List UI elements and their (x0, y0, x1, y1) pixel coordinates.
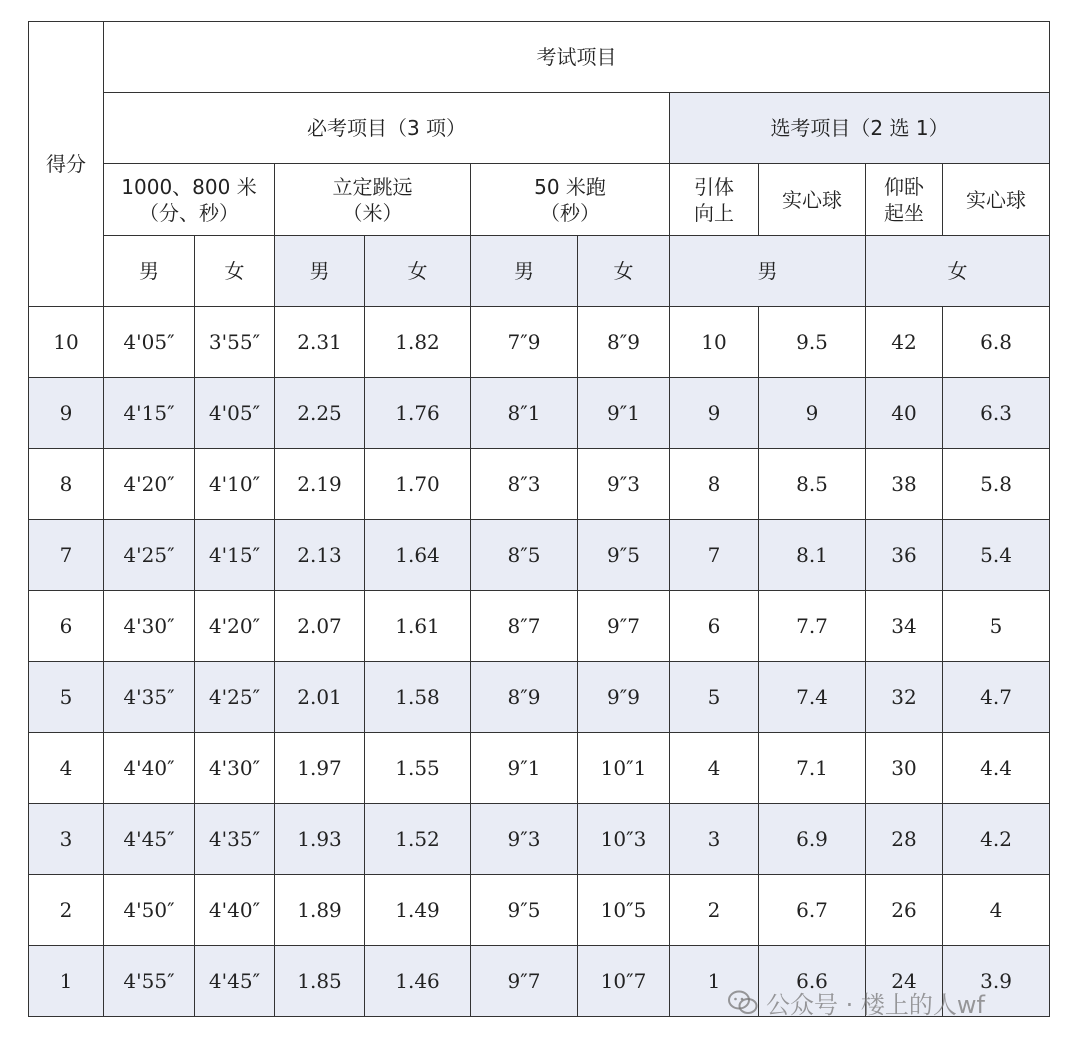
cell-score: 4 (29, 733, 104, 804)
cell-run-f: 4'05″ (195, 378, 275, 449)
gender-male: 男 (471, 236, 578, 307)
cell-ball-m: 6.6 (759, 946, 866, 1017)
gender-male: 男 (275, 236, 365, 307)
cell-ball-f: 5.4 (943, 520, 1050, 591)
col-run-line1: 1000、800 米 (121, 174, 257, 199)
score-table-container (28, 21, 1049, 1017)
cell-jump-m: 2.07 (275, 591, 365, 662)
col-ball-male-header: 实心球 (759, 164, 866, 236)
cell-jump-f: 1.70 (365, 449, 471, 520)
table-row (29, 946, 1050, 1017)
table-row (29, 307, 1050, 378)
cell-ball-m: 6.9 (759, 804, 866, 875)
cell-jump-m: 1.89 (275, 875, 365, 946)
table-row (29, 520, 1050, 591)
cell-situp-f: 36 (866, 520, 943, 591)
cell-sprint-m: 9″5 (471, 875, 578, 946)
cell-jump-f: 1.49 (365, 875, 471, 946)
col-situp-header (866, 164, 943, 236)
col-sprint-header (471, 164, 670, 236)
cell-ball-f: 6.3 (943, 378, 1050, 449)
cell-ball-m: 8.5 (759, 449, 866, 520)
cell-ball-m: 7.7 (759, 591, 866, 662)
cell-run-f: 4'10″ (195, 449, 275, 520)
table-body (29, 22, 1050, 1017)
cell-jump-f: 1.55 (365, 733, 471, 804)
cell-run-f: 4'35″ (195, 804, 275, 875)
header-row-items (29, 164, 1050, 236)
cell-situp-f: 28 (866, 804, 943, 875)
cell-pullup-m: 5 (670, 662, 759, 733)
cell-pullup-m: 4 (670, 733, 759, 804)
table-row (29, 875, 1050, 946)
cell-run-f: 4'15″ (195, 520, 275, 591)
required-group-header: 必考项目（3 项） (104, 93, 670, 164)
table-row (29, 591, 1050, 662)
cell-jump-f: 1.64 (365, 520, 471, 591)
cell-score: 6 (29, 591, 104, 662)
cell-pullup-m: 9 (670, 378, 759, 449)
gender-female: 女 (365, 236, 471, 307)
cell-ball-f: 4.2 (943, 804, 1050, 875)
cell-situp-f: 24 (866, 946, 943, 1017)
col-ball-female-header: 实心球 (943, 164, 1050, 236)
cell-run-m: 4'20″ (104, 449, 195, 520)
cell-jump-f: 1.52 (365, 804, 471, 875)
cell-pullup-m: 8 (670, 449, 759, 520)
cell-situp-f: 32 (866, 662, 943, 733)
col-situp-line1: 仰卧 (884, 174, 924, 199)
header-row-exam (29, 22, 1050, 93)
col-run-line2: （分、秒） (139, 200, 239, 225)
cell-run-f: 4'20″ (195, 591, 275, 662)
cell-sprint-m: 9″1 (471, 733, 578, 804)
cell-run-f: 4'45″ (195, 946, 275, 1017)
cell-run-f: 4'40″ (195, 875, 275, 946)
cell-pullup-m: 7 (670, 520, 759, 591)
cell-sprint-m: 9″7 (471, 946, 578, 1017)
cell-ball-f: 4 (943, 875, 1050, 946)
cell-situp-f: 34 (866, 591, 943, 662)
cell-sprint-f: 9″7 (578, 591, 670, 662)
col-situp-line2: 起坐 (884, 200, 924, 225)
cell-sprint-m: 9″3 (471, 804, 578, 875)
cell-run-f: 4'25″ (195, 662, 275, 733)
cell-sprint-m: 8″3 (471, 449, 578, 520)
cell-pullup-m: 6 (670, 591, 759, 662)
cell-score: 2 (29, 875, 104, 946)
table-row (29, 804, 1050, 875)
col-run-header (104, 164, 275, 236)
optional-group-header: 选考项目（2 选 1） (670, 93, 1050, 164)
cell-score: 9 (29, 378, 104, 449)
cell-score: 5 (29, 662, 104, 733)
cell-run-m: 4'50″ (104, 875, 195, 946)
cell-sprint-f: 9″1 (578, 378, 670, 449)
cell-jump-m: 2.31 (275, 307, 365, 378)
table-row (29, 378, 1050, 449)
cell-jump-f: 1.58 (365, 662, 471, 733)
watermark-text: 公众号 · 楼上的人wf (766, 991, 985, 1019)
cell-ball-f: 3.9 (943, 946, 1050, 1017)
cell-jump-m: 1.85 (275, 946, 365, 1017)
cell-ball-m: 7.4 (759, 662, 866, 733)
cell-ball-f: 4.4 (943, 733, 1050, 804)
score-table (28, 21, 1050, 1017)
cell-ball-m: 8.1 (759, 520, 866, 591)
header-row-groups (29, 93, 1050, 164)
gender-female: 女 (578, 236, 670, 307)
cell-sprint-f: 8″9 (578, 307, 670, 378)
cell-jump-m: 2.01 (275, 662, 365, 733)
cell-score: 3 (29, 804, 104, 875)
col-jump-line2: （米） (342, 200, 403, 225)
cell-sprint-m: 8″1 (471, 378, 578, 449)
cell-situp-f: 30 (866, 733, 943, 804)
cell-jump-f: 1.82 (365, 307, 471, 378)
col-pullup-line2: 向上 (694, 200, 734, 225)
cell-run-m: 4'15″ (104, 378, 195, 449)
cell-jump-m: 1.93 (275, 804, 365, 875)
col-jump-header (275, 164, 471, 236)
cell-sprint-f: 10″3 (578, 804, 670, 875)
cell-score: 10 (29, 307, 104, 378)
cell-sprint-f: 9″9 (578, 662, 670, 733)
cell-sprint-m: 7″9 (471, 307, 578, 378)
cell-ball-f: 5 (943, 591, 1050, 662)
cell-sprint-m: 8″7 (471, 591, 578, 662)
cell-sprint-f: 10″1 (578, 733, 670, 804)
gender-female-optional: 女 (866, 236, 1050, 307)
table-row (29, 662, 1050, 733)
col-sprint-line1: 50 米跑 (534, 174, 606, 199)
col-sprint-line2: （秒） (540, 200, 600, 225)
cell-run-m: 4'45″ (104, 804, 195, 875)
col-pullup-header (670, 164, 759, 236)
cell-jump-m: 2.25 (275, 378, 365, 449)
cell-jump-f: 1.76 (365, 378, 471, 449)
header-row-gender (29, 236, 1050, 307)
cell-situp-f: 38 (866, 449, 943, 520)
cell-pullup-m: 2 (670, 875, 759, 946)
cell-ball-f: 6.8 (943, 307, 1050, 378)
cell-run-m: 4'40″ (104, 733, 195, 804)
cell-run-f: 4'30″ (195, 733, 275, 804)
col-pullup-line1: 引体 (694, 174, 734, 199)
cell-run-m: 4'25″ (104, 520, 195, 591)
gender-male: 男 (104, 236, 195, 307)
cell-pullup-m: 1 (670, 946, 759, 1017)
table-row (29, 449, 1050, 520)
cell-score: 8 (29, 449, 104, 520)
cell-pullup-m: 3 (670, 804, 759, 875)
cell-jump-f: 1.46 (365, 946, 471, 1017)
cell-pullup-m: 10 (670, 307, 759, 378)
score-header: 得分 (29, 22, 104, 307)
cell-ball-m: 7.1 (759, 733, 866, 804)
cell-sprint-f: 9″5 (578, 520, 670, 591)
cell-score: 1 (29, 946, 104, 1017)
cell-sprint-f: 10″5 (578, 875, 670, 946)
cell-run-m: 4'55″ (104, 946, 195, 1017)
gender-female: 女 (195, 236, 275, 307)
cell-ball-f: 4.7 (943, 662, 1050, 733)
cell-jump-f: 1.61 (365, 591, 471, 662)
cell-situp-f: 26 (866, 875, 943, 946)
cell-sprint-m: 8″9 (471, 662, 578, 733)
gender-male-optional: 男 (670, 236, 866, 307)
cell-run-m: 4'30″ (104, 591, 195, 662)
cell-ball-m: 6.7 (759, 875, 866, 946)
cell-sprint-m: 8″5 (471, 520, 578, 591)
cell-jump-m: 1.97 (275, 733, 365, 804)
cell-sprint-f: 10″7 (578, 946, 670, 1017)
cell-ball-f: 5.8 (943, 449, 1050, 520)
cell-run-m: 4'35″ (104, 662, 195, 733)
cell-sprint-f: 9″3 (578, 449, 670, 520)
cell-situp-f: 42 (866, 307, 943, 378)
cell-jump-m: 2.13 (275, 520, 365, 591)
table-row (29, 733, 1050, 804)
exam-items-header: 考试项目 (104, 22, 1050, 93)
cell-run-m: 4'05″ (104, 307, 195, 378)
cell-score: 7 (29, 520, 104, 591)
col-jump-line1: 立定跳远 (332, 174, 413, 199)
cell-situp-f: 40 (866, 378, 943, 449)
cell-jump-m: 2.19 (275, 449, 365, 520)
cell-ball-m: 9 (759, 378, 866, 449)
cell-ball-m: 9.5 (759, 307, 866, 378)
cell-run-f: 3'55″ (195, 307, 275, 378)
